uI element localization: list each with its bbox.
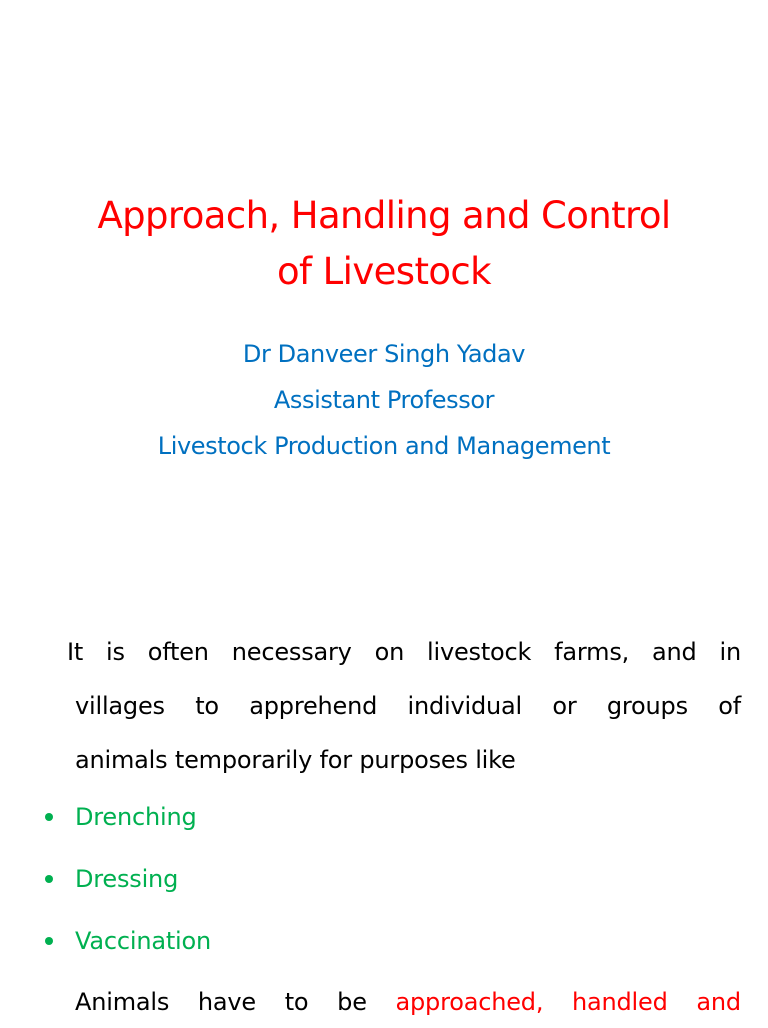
author-name: Dr Danveer Singh Yadav	[242, 340, 526, 368]
bullet-item	[40, 916, 211, 978]
bullet-text: Vaccination	[75, 927, 212, 955]
word: apprehend	[249, 692, 378, 720]
slide-subtitle	[0, 331, 768, 469]
emphasis-word: and	[696, 988, 741, 1016]
bullet-text: Drenching	[75, 803, 197, 831]
word: on	[374, 638, 405, 666]
bullet-dot-icon	[45, 937, 53, 945]
word: is	[106, 638, 125, 666]
word: farms,	[554, 638, 630, 666]
intro-line-3: animals temporarily for purposes like	[75, 746, 516, 774]
author-department: Livestock Production and Management	[157, 432, 611, 460]
word: be	[337, 988, 367, 1016]
slide-title-line-1: Approach, Handling and Control	[97, 194, 671, 237]
emphasis-word: handled	[571, 988, 668, 1016]
word: Animals	[75, 988, 170, 1016]
word: necessary	[231, 638, 352, 666]
slide-title	[0, 188, 768, 300]
closing-line	[75, 976, 741, 1028]
intro-paragraph	[67, 625, 741, 787]
bullet-text: Dressing	[75, 865, 179, 893]
bullet-item	[40, 854, 211, 916]
word: often	[147, 638, 209, 666]
word: of	[718, 692, 741, 720]
intro-line-2	[75, 679, 741, 733]
bullet-list	[40, 792, 211, 978]
slide-title-line-2: of Livestock	[277, 250, 491, 293]
emphasis-word: approached,	[395, 988, 544, 1016]
bullet-item	[40, 792, 211, 854]
word: It	[67, 638, 84, 666]
word: have	[197, 988, 256, 1016]
bullet-dot-icon	[45, 813, 53, 821]
word: livestock	[427, 638, 532, 666]
intro-line-1	[67, 625, 741, 679]
word: individual	[407, 692, 522, 720]
word: and	[652, 638, 697, 666]
bullet-dot-icon	[45, 875, 53, 883]
word: to	[284, 988, 309, 1016]
word: groups	[606, 692, 688, 720]
word: villages	[75, 692, 165, 720]
word: or	[552, 692, 577, 720]
author-position: Assistant Professor	[273, 386, 495, 414]
word: to	[195, 692, 219, 720]
word: in	[719, 638, 741, 666]
content-slide	[0, 576, 768, 1024]
